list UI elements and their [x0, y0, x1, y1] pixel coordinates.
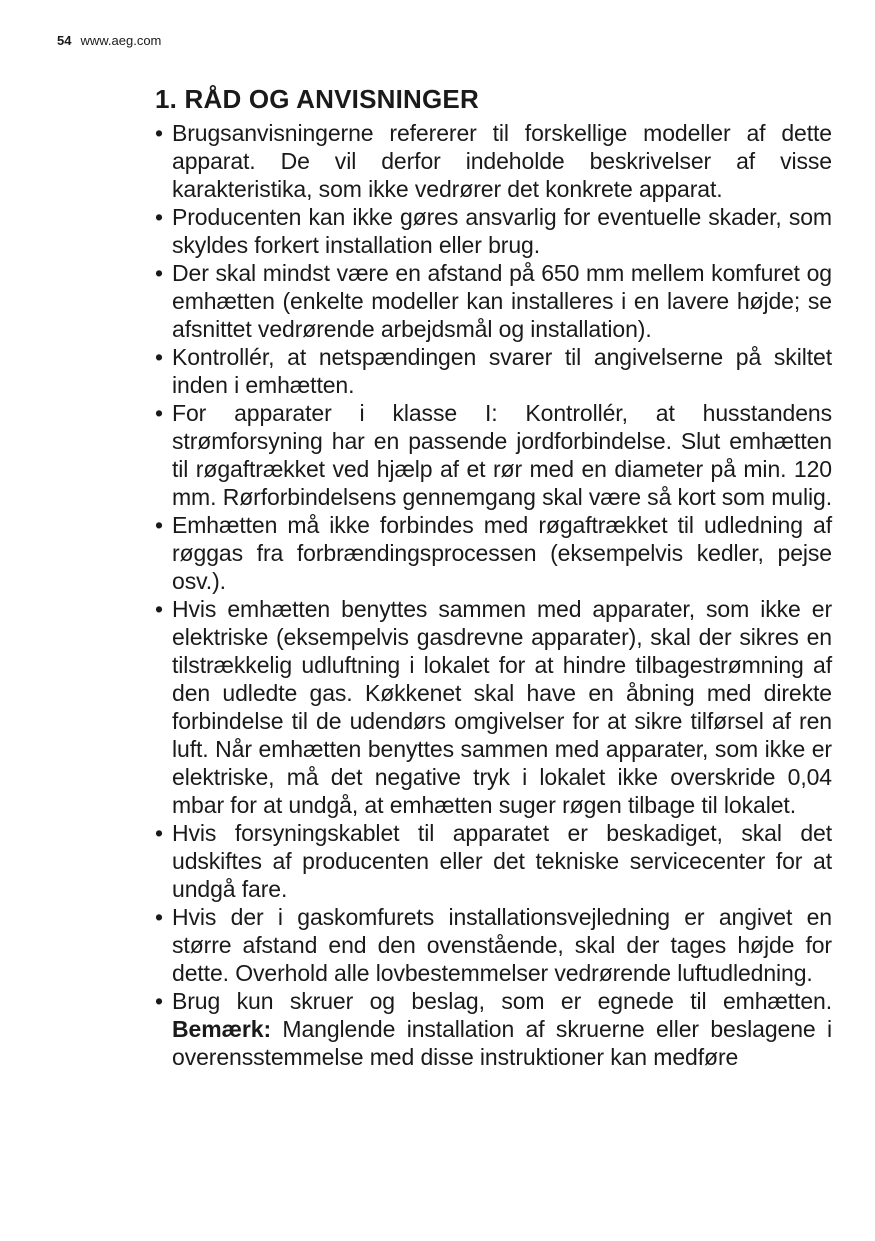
list-item: • Emhætten må ikke forbindes med røgaftrækket til udledning af røggas fra forbrændingsprocessen (eksempelvis kedler, pejse osv.). [155, 511, 832, 595]
website-url: www.aeg.com [80, 33, 162, 48]
note-text: Manglende installation af skruerne eller beslagene i overensstemmelse med disse instruktioner kan medføre [172, 1016, 832, 1070]
page-number: 54 [57, 33, 72, 48]
list-item-last [155, 987, 832, 1071]
page-header [57, 33, 161, 49]
section-title: 1. RÅD OG ANVISNINGER [155, 84, 479, 114]
main-content [155, 82, 832, 1071]
list-item: • For apparater i klasse I: Kontrollér, at husstandens strømforsyning har en passende jordforbindelse. Slut emhætten til røgaftrækket ved hjælp af et rør med en diameter på min. 120 mm. Rørforbindelsens gennemgang skal være så kort som mulig. [155, 399, 832, 511]
note-label: Bemærk: [172, 1016, 272, 1042]
list-item: • Producenten kan ikke gøres ansvarlig for eventuelle skader, som skyldes forkert installation eller brug. [155, 203, 832, 259]
list-item: • Der skal mindst være en afstand på 650 mm mellem komfuret og emhætten (enkelte modeller kan installeres i en lavere højde; se afsnittet vedrørende arbejdsmål og installation). [155, 259, 832, 343]
list-item: • Brugsanvisningerne refererer til forskellige modeller af dette apparat. De vil derfor indeholde beskrivelser af visse karakteristika, som ikke vedrører det konkrete apparat. [155, 119, 832, 203]
list-item-text: Brug kun skruer og beslag, som er egnede til emhætten. [172, 988, 832, 1014]
list-item: • Kontrollér, at netspændingen svarer til angivelserne på skiltet inden i emhætten. [155, 343, 832, 399]
list-item: • Hvis forsyningskablet til apparatet er beskadiget, skal det udskiftes af producenten eller det tekniske servicecenter for at undgå fare. [155, 819, 832, 903]
list-item: • Hvis der i gaskomfurets installationsvejledning er angivet en større afstand end den ovenstående, skal der tages højde for dette. Overhold alle lovbestemmelser vedrørende luftudledning. [155, 903, 832, 987]
advice-list [155, 119, 832, 1071]
list-item: • Hvis emhætten benyttes sammen med apparater, som ikke er elektriske (eksempelvis gasdrevne apparater), skal der sikres en tilstrækkelig udluftning i lokalet for at hindre tilbagestrømning af den udledte gas. Køkkenet skal have en åbning med direkte forbindelse til de udendørs omgivelser for at sikre tilførsel af ren luft. Når emhætten benyttes sammen med apparater, som ikke er elektriske, må det negative tryk i lokalet ikke overskride 0,04 mbar for at undgå, at emhætten suger røgen tilbage til lokalet. [155, 595, 832, 819]
